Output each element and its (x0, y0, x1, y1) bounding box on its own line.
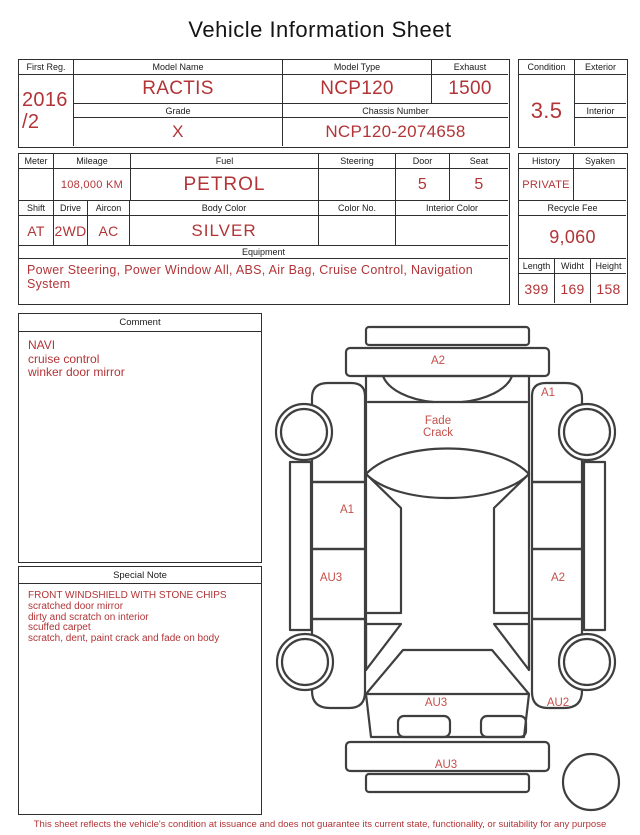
seat-label: Seat (450, 154, 508, 169)
comment-line: cruise control (28, 351, 100, 366)
damage-label-right-front-fender: A1 (540, 387, 556, 399)
condition-label: Condition (519, 60, 575, 75)
drive-label: Drive (54, 201, 88, 216)
right-c-pillar (494, 624, 529, 670)
left-taillight (398, 716, 450, 737)
special-note-label: Special Note (19, 567, 261, 584)
left-rail (366, 474, 401, 613)
special-note-line: dirty and scratch on interior (28, 611, 149, 623)
rear-window (366, 650, 529, 694)
spare-tire (563, 754, 619, 810)
equipment-label: Equipment (19, 246, 508, 259)
equipment-value: Power Steering, Power Window All, ABS, Air Bag, Cruise Control, Navigation System (27, 263, 474, 291)
interior-color-label: Interior Color (396, 201, 508, 216)
length-label: Length (519, 259, 555, 274)
height-value: 158 (596, 280, 621, 297)
mileage-value: 108,000 KM (54, 169, 131, 201)
steering-value (319, 169, 396, 201)
mileage-label: Mileage (54, 154, 131, 169)
model-type-value: NCP120 (283, 75, 432, 104)
exhaust-value: 1500 (432, 75, 508, 104)
comment-box (18, 313, 262, 563)
meter-value (19, 169, 54, 201)
damage-label-windshield-line1: Fade (424, 415, 452, 427)
shift-label: Shift (19, 201, 54, 216)
seat-value: 5 (450, 169, 508, 201)
comment-line: NAVI (28, 338, 56, 352)
left-front-door (312, 482, 365, 549)
shift-value: AT (19, 216, 54, 246)
front-roof-strip (366, 327, 529, 345)
damage-label-windshield-line2: Crack (422, 427, 454, 439)
special-note-line: FRONT WINDSHIELD WITH STONE CHIPS (28, 590, 227, 601)
special-note-text (19, 584, 261, 814)
left-rear-door (312, 549, 365, 619)
comment-label: Comment (19, 314, 261, 332)
right-front-door (532, 482, 582, 549)
right-rocker-strip (584, 462, 605, 630)
left-rocker-strip (290, 462, 311, 630)
damage-label-left-rear-door: AU3 (319, 572, 343, 584)
height-label: Height (591, 259, 626, 274)
exterior-label: Exterior (575, 60, 626, 75)
chassis-number-value: NCP120-2074658 (325, 122, 466, 141)
damage-label-rear-window: AU3 (424, 697, 448, 709)
model-name-label: Model Name (74, 60, 283, 75)
recycle-fee-label: Recycle Fee (519, 201, 626, 216)
history-fee-table (518, 153, 628, 305)
condition-value: 3.5 (519, 75, 575, 146)
damage-label-right-rear-door: A2 (550, 572, 566, 584)
syaken-label: Syaken (574, 154, 626, 169)
door-value: 5 (396, 169, 450, 201)
first-reg-label: First Reg. (19, 60, 74, 75)
interior-label: Interior (575, 104, 626, 118)
car-damage-diagram (270, 312, 640, 812)
damage-label-right-rear-fender: AU2 (546, 697, 570, 709)
exhaust-label: Exhaust (432, 60, 508, 75)
left-c-pillar (366, 624, 401, 670)
vehicle-identity-table (18, 59, 510, 148)
width-value: 169 (555, 274, 591, 303)
damage-label-left-front-door: A1 (339, 504, 355, 516)
history-value: PRIVATE (519, 169, 574, 201)
color-no-value (319, 216, 396, 246)
fuel-label: Fuel (131, 154, 319, 169)
special-note-box (18, 566, 262, 815)
damage-label-front-bumper: A2 (430, 355, 446, 367)
front-bumper (346, 348, 549, 376)
width-label: Widht (555, 259, 591, 274)
model-name-value: RACTIS (74, 75, 283, 104)
comment-line: winker door mirror (28, 365, 125, 379)
interior-value (575, 118, 626, 146)
exterior-value (575, 75, 626, 104)
condition-table (518, 59, 628, 148)
page-title: Vehicle Information Sheet (188, 17, 452, 42)
right-rail (494, 474, 529, 613)
special-note-line: scratched door mirror (28, 600, 124, 612)
first-reg-value: 2016 /2 (19, 75, 74, 146)
drive-value: 2WD (54, 216, 88, 246)
interior-color-value (396, 216, 508, 246)
special-note-line: scuffed carpet (28, 622, 91, 634)
roof-outline (366, 449, 529, 499)
rear-strip (366, 774, 529, 792)
special-note-line: scratch, dent, paint crack and fade on body (28, 633, 220, 645)
rear-left-wheel (277, 634, 333, 690)
front-left-wheel (276, 404, 332, 460)
right-taillight (481, 716, 526, 737)
history-label: History (519, 154, 574, 169)
grade-label: Grade (74, 104, 283, 118)
body-color-label: Body Color (130, 201, 319, 216)
body-color-value: SILVER (130, 216, 319, 246)
vehicle-spec-table (18, 153, 510, 305)
fuel-value: PETROL (131, 169, 319, 201)
damage-label-rear-bumper: AU3 (434, 759, 458, 771)
door-label: Door (396, 154, 450, 169)
steering-label: Steering (319, 154, 396, 169)
color-no-label: Color No. (319, 201, 396, 216)
front-right-wheel (559, 404, 615, 460)
disclaimer-text: This sheet reflects the vehicle's condition at issuance and does not guarantee its current state, functionality, or suitability for any purpose (33, 819, 607, 830)
syaken-value (574, 169, 626, 201)
length-value: 399 (519, 274, 555, 303)
recycle-fee-value: 9,060 (519, 216, 626, 259)
right-headlight-arc (462, 376, 512, 402)
model-type-label: Model Type (283, 60, 432, 75)
rear-right-wheel (559, 634, 615, 690)
chassis-number-label: Chassis Number (283, 104, 508, 118)
grade-value: X (74, 118, 283, 146)
right-rear-door (532, 549, 582, 619)
aircon-value: AC (88, 216, 130, 246)
aircon-label: Aircon (88, 201, 130, 216)
meter-label: Meter (19, 154, 54, 169)
comment-text (19, 332, 261, 562)
left-headlight-arc (383, 376, 433, 402)
